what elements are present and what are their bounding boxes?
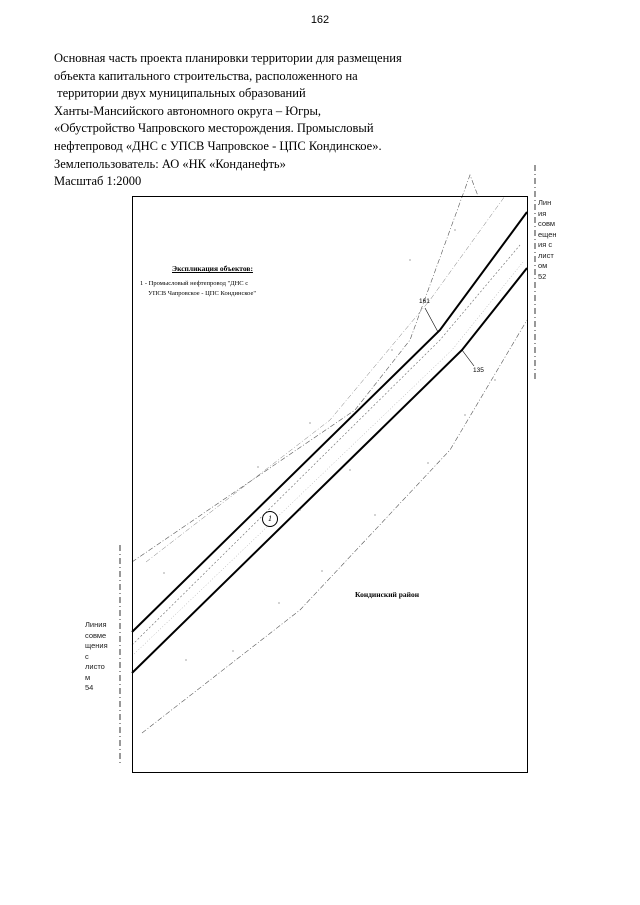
match-text-line: листо <box>85 662 105 671</box>
match-text-line: лист <box>538 250 554 260</box>
match-text-line: ия <box>538 208 547 218</box>
match-text-line: 54 <box>85 683 94 692</box>
scale-line: Масштаб 1:2000 <box>54 174 142 189</box>
header-line: Основная часть проекта планировки территории для размещения <box>54 51 402 65</box>
match-text-line: м <box>85 672 91 682</box>
point-label-161: 161 <box>419 298 430 305</box>
land-user-line: Землепользователь: АО «НК «Конданефть» <box>54 156 286 171</box>
legend-item-line: УПСВ Чапровское - ЦПС Кондинское" <box>140 290 257 297</box>
legend-item <box>140 279 256 299</box>
header-line: нефтепровод «ДНС с УПСВ Чапровское - ЦПС Кондинское». <box>54 138 382 153</box>
match-text-line: совм <box>538 219 556 228</box>
point-label-135: 135 <box>473 367 484 374</box>
header-line: объекта капитального строительства, расположенного на <box>54 68 358 83</box>
object-number-marker: 1 <box>262 511 278 527</box>
legend-title: Экспликация объектов: <box>172 264 253 273</box>
match-text-line: 52 <box>538 271 547 281</box>
match-text-line: Линия <box>85 620 107 629</box>
match-line-right-label <box>538 198 557 282</box>
page-number: 162 <box>310 14 330 26</box>
match-text-line: ом <box>538 261 548 270</box>
legend-item-line: 1 - Промысловый нефтепровод "ДНС с <box>140 280 249 287</box>
match-text-line: ещен <box>538 229 557 239</box>
header-line: «Обустройство Чапровского месторождения. Промысловый <box>54 121 374 136</box>
district-label: Кондинский район <box>355 590 420 599</box>
match-text-line: с <box>85 651 89 661</box>
header-line: территории двух муниципальных образований <box>54 86 306 101</box>
match-text-line: совме <box>85 630 107 640</box>
match-text-line: ия с <box>538 240 553 249</box>
match-line-left-label <box>85 620 108 694</box>
match-text-line: щения <box>85 641 108 650</box>
match-text-line: Лин <box>538 198 552 207</box>
header-line: Ханты-Мансийского автономного округа – Югры, <box>54 103 322 118</box>
